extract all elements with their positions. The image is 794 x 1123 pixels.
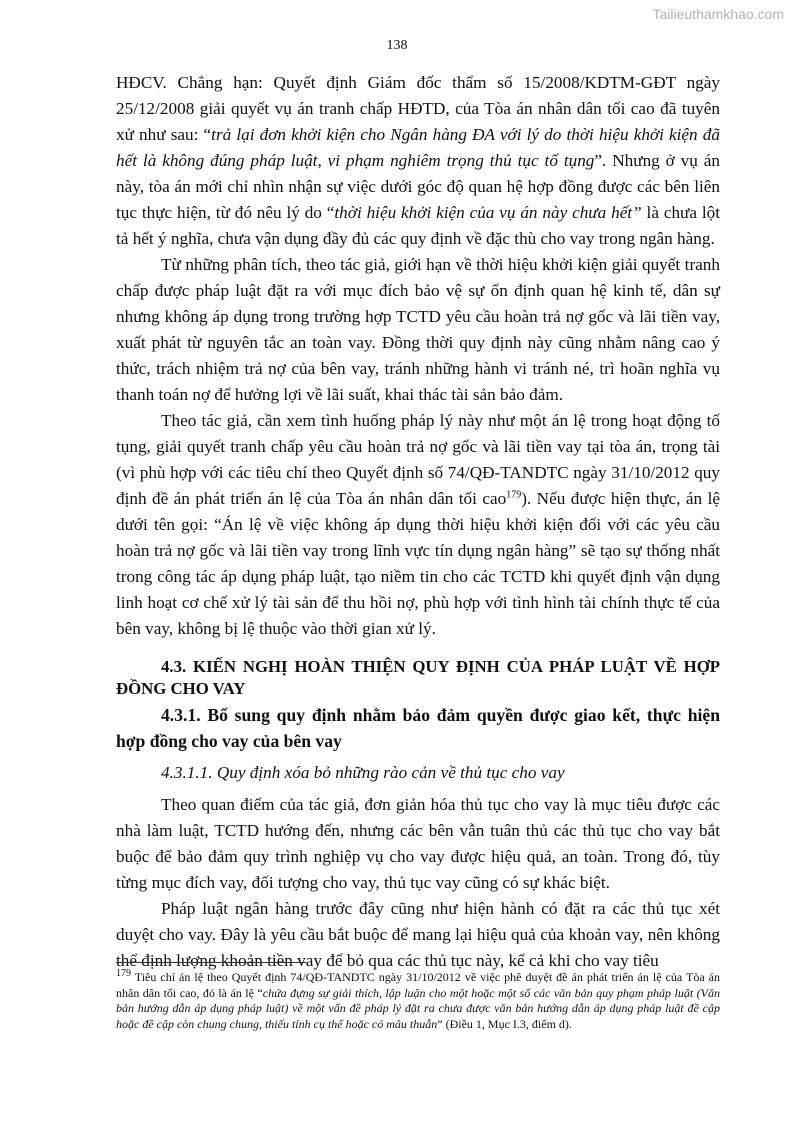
footnote-quote: chứa đựng sự giải thích, lập luận cho một hoặc một số các văn bản quy phạm pháp luật (Văn bản hướng dẫn áp dụng pháp luật) về một vấn đề pháp lý đặt ra chưa được văn bản hướng dẫn áp dụng pháp luật đề cập hoặc đề cập còn chung chung, thiếu tính cụ thể hoặc có mâu thuẫn [116, 985, 721, 1031]
paragraph-2: Từ những phân tích, theo tác giả, giới hạn về thời hiệu khởi kiện giải quyết tranh chấp được pháp luật đặt ra với mục đích bảo vệ sự ổn định quan hệ kinh tế, dân sự nhưng không áp dụng trong trường hợp TCTD yêu cầu hoàn trả nợ gốc và lãi tiền vay, xuất phát từ nguyên tắc an toàn vay. Đồng thời quy định này cũng nhằm nâng cao ý thức, trách nhiệm trả nợ của bên vay, tránh những hành vi tránh né, trì hoãn nghĩa vụ thanh toán nợ để hưởng lợi về lãi suất, khai thác tài sản bảo đảm. [116, 255, 720, 404]
footnote-number: 179 [116, 968, 131, 979]
paragraph-1-text-c: ”. Nhưng ở vụ án này, tòa án mới chỉ nhìn nhận sự việc dưới góc độ quan hệ hợp đồng được các bên liên tục thực hiện, từ đó nêu lý do “ [116, 151, 721, 222]
page-body [116, 70, 720, 974]
section-heading-4-3: 4.3. KIẾN NGHỊ HOÀN THIỆN QUY ĐỊNH CỦA PHÁP LUẬT VỀ HỢP ĐỒNG CHO VAY [116, 657, 720, 698]
paragraph-3-text-a: Theo tác giả, cần xem tình huống pháp lý này như một án lệ trong hoạt động tố tụng, giải quyết tranh chấp yêu cầu hoàn trả nợ gốc và lãi tiền vay tại tòa án, trọng tài (vì phù hợp với các tiêu chí theo Quyết định số 74/QĐ-TANDTC ngày 31/10/2012 quy định đề án phát triển án lệ của Tòa án nhân dân tối cao [116, 411, 720, 508]
quote-ruling: trả lại đơn khởi kiện cho Ngân hàng ĐA với lý do thời hiệu khởi kiện đã hết là không đúng pháp luật, vi phạm nghiêm trọng thủ tục tố tụng [116, 125, 720, 170]
section-heading-4-3-1: 4.3.1. Bổ sung quy định nhằm bảo đảm quyền được giao kết, thực hiện hợp đồng cho vay của bên vay [116, 705, 720, 751]
paragraph-5: Pháp luật ngân hàng trước đây cũng như hiện hành có đặt ra các thủ tục xét duyệt cho vay. Đây là yêu cầu bắt buộc để mang lại hiệu quả của khoản vay, nên không thể định lượng khoản tiền vay để bỏ qua các thủ tục này, kể cả khi cho vay tiêu [116, 899, 720, 970]
page-number: 138 [386, 38, 408, 53]
footnote-divider [116, 962, 306, 963]
footnote-179 [116, 970, 720, 1032]
paragraph-1-text-e: là chưa lột tả hết ý nghĩa, chưa vận dụng đầy đủ các quy định về đặc thù cho vay trong ngân hàng. [116, 203, 720, 248]
footnote-text [116, 970, 720, 1032]
footnote-text-c: ” (Điều 1, Mục I.3, điểm d). [437, 1016, 572, 1031]
paragraph-1-text-a: HĐCV. Chẳng hạn: Quyết định Giám đốc thẩm số 15/2008/KDTM-GĐT ngày 25/12/2008 giải quyết vụ án tranh chấp HĐTD, của Tòa án nhân dân tối cao đã tuyên xử như sau: “ [116, 73, 720, 144]
paragraph-1 [116, 70, 720, 252]
paragraph-4: Theo quan điểm của tác giả, đơn giản hóa thủ tục cho vay là mục tiêu được các nhà làm luật, TCTD hướng đến, nhưng các bên vẫn tuân thủ các thủ tục cho vay bắt buộc để bảo đảm quy trình nghiệp vụ cho vay được hiệu quả, an toàn. Trong đó, tùy từng mục đích vay, đối tượng cho vay, thủ tục vay cũng có sự khác biệt. [116, 795, 720, 892]
quote-limitation: thời hiệu khởi kiện của vụ án này chưa hết” [334, 203, 642, 222]
footnote-ref-179[interactable]: 179 [506, 489, 522, 501]
watermark: Tailieuthamkhao.com [652, 6, 784, 22]
footnote-text-a: Tiêu chí án lệ theo Quyết định 74/QĐ-TANDTC ngày 31/10/2012 về việc phê duyệt đề án phát triển án lệ của Tòa án nhân dân tối cao, đó là án lệ “ [116, 970, 720, 1000]
paragraph-3-text-b: ). Nếu được hiện thực, án lệ dưới tên gọi: “Án lệ về việc không áp dụng thời hiệu khởi kiện đối với các yêu cầu hoàn trả nợ gốc và lãi tiền vay trong lĩnh vực tín dụng ngân hàng” sẽ tạo sự thống nhất trong công tác áp dụng pháp luật, tạo niềm tin cho các TCTD khi quyết định vận dụng linh hoạt cơ chế xử lý tài sản để thu hồi nợ, phù hợp với tình hình tài chính thực tế của bên vay, không bị lệ thuộc vào thời gian xử lý. [116, 489, 720, 638]
paragraph-3 [116, 408, 720, 642]
section-heading-4-3-1-1: 4.3.1.1. Quy định xóa bỏ những rào cản về thủ tục cho vay [161, 763, 565, 782]
